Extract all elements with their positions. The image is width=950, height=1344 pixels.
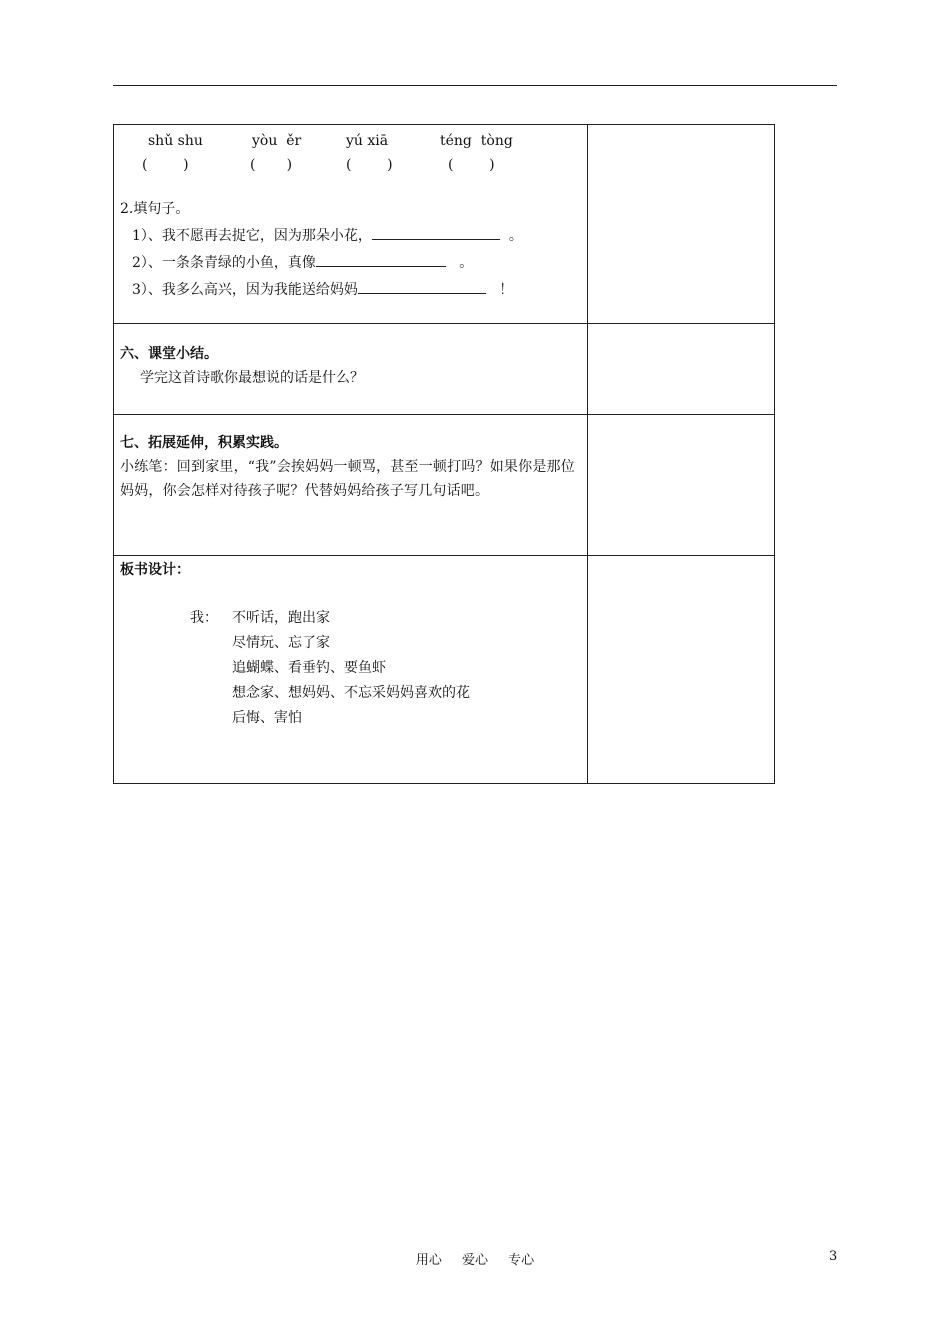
board-line: 追蝴蝶、看垂钓、要鱼虾: [232, 660, 386, 676]
answer-paren: ( ): [250, 157, 293, 173]
board-label: 我：: [190, 610, 218, 626]
board-line: 想念家、想妈妈、不忘采妈妈喜欢的花: [232, 685, 470, 701]
lesson-table: [113, 124, 775, 784]
answer-paren: ( ): [346, 157, 393, 173]
board-title: 板书设计：: [120, 562, 190, 578]
summary-cell: [114, 324, 588, 415]
footer-motto: [0, 1249, 950, 1268]
footer-item: 用心: [415, 1253, 442, 1268]
header-rule: [113, 85, 837, 86]
side-cell: [588, 324, 775, 415]
sentence-suffix: 。: [508, 228, 523, 244]
extension-cell: [114, 415, 588, 556]
board-line: 不听话，跑出家: [232, 610, 330, 626]
page-number: 3: [829, 1249, 838, 1264]
sentence-prefix: 3）、我多么高兴，因为我能送给妈妈: [132, 282, 358, 298]
side-cell: [588, 415, 775, 556]
board-cell: [114, 556, 588, 784]
sentence-suffix: 。: [459, 255, 474, 271]
fill-title: 2.填句子。: [120, 201, 190, 217]
sentence-1: [120, 221, 581, 248]
board-design: [120, 606, 581, 731]
side-cell: [588, 125, 775, 324]
section7-text: 小练笔：回到家里，“我”会挨妈妈一顿骂，甚至一顿打吗？如果你是那位妈妈，你会怎样对待孩子呢？代替妈妈给孩子写几句话吧。: [120, 459, 575, 499]
board-line: 后悔、害怕: [232, 710, 302, 726]
answer-blank: [372, 221, 500, 240]
section6-text: 学完这首诗歌你最想说的话是什么？: [140, 370, 364, 386]
answer-paren: ( ): [142, 157, 189, 173]
pinyin-item: shǔ shu: [148, 133, 203, 149]
side-cell: [588, 556, 775, 784]
answer-paren: ( ): [448, 157, 495, 173]
answer-paren-row: [120, 153, 581, 177]
footer-item: 爱心: [461, 1253, 488, 1268]
exercise-cell: [114, 125, 588, 324]
pinyin-item: téng tòng: [440, 133, 513, 149]
sentence-2: [120, 248, 581, 275]
section7-title: 七、拓展延伸，积累实践。: [120, 435, 288, 451]
sentence-prefix: 2）、一条条青绿的小鱼，真像: [132, 255, 316, 271]
sentence-3: [120, 275, 581, 302]
answer-blank: [316, 248, 446, 267]
pinyin-item: yòu ěr: [252, 133, 302, 149]
section6-title: 六、课堂小结。: [120, 346, 218, 362]
footer-item: 专心: [508, 1253, 535, 1268]
sentence-prefix: 1）、我不愿再去捉它，因为那朵小花，: [132, 228, 372, 244]
board-line: 尽情玩、忘了家: [232, 635, 330, 651]
pinyin-row: [120, 129, 581, 153]
answer-blank: [358, 275, 486, 294]
pinyin-item: yú xiā: [346, 133, 389, 149]
sentence-suffix: ！: [499, 282, 514, 298]
